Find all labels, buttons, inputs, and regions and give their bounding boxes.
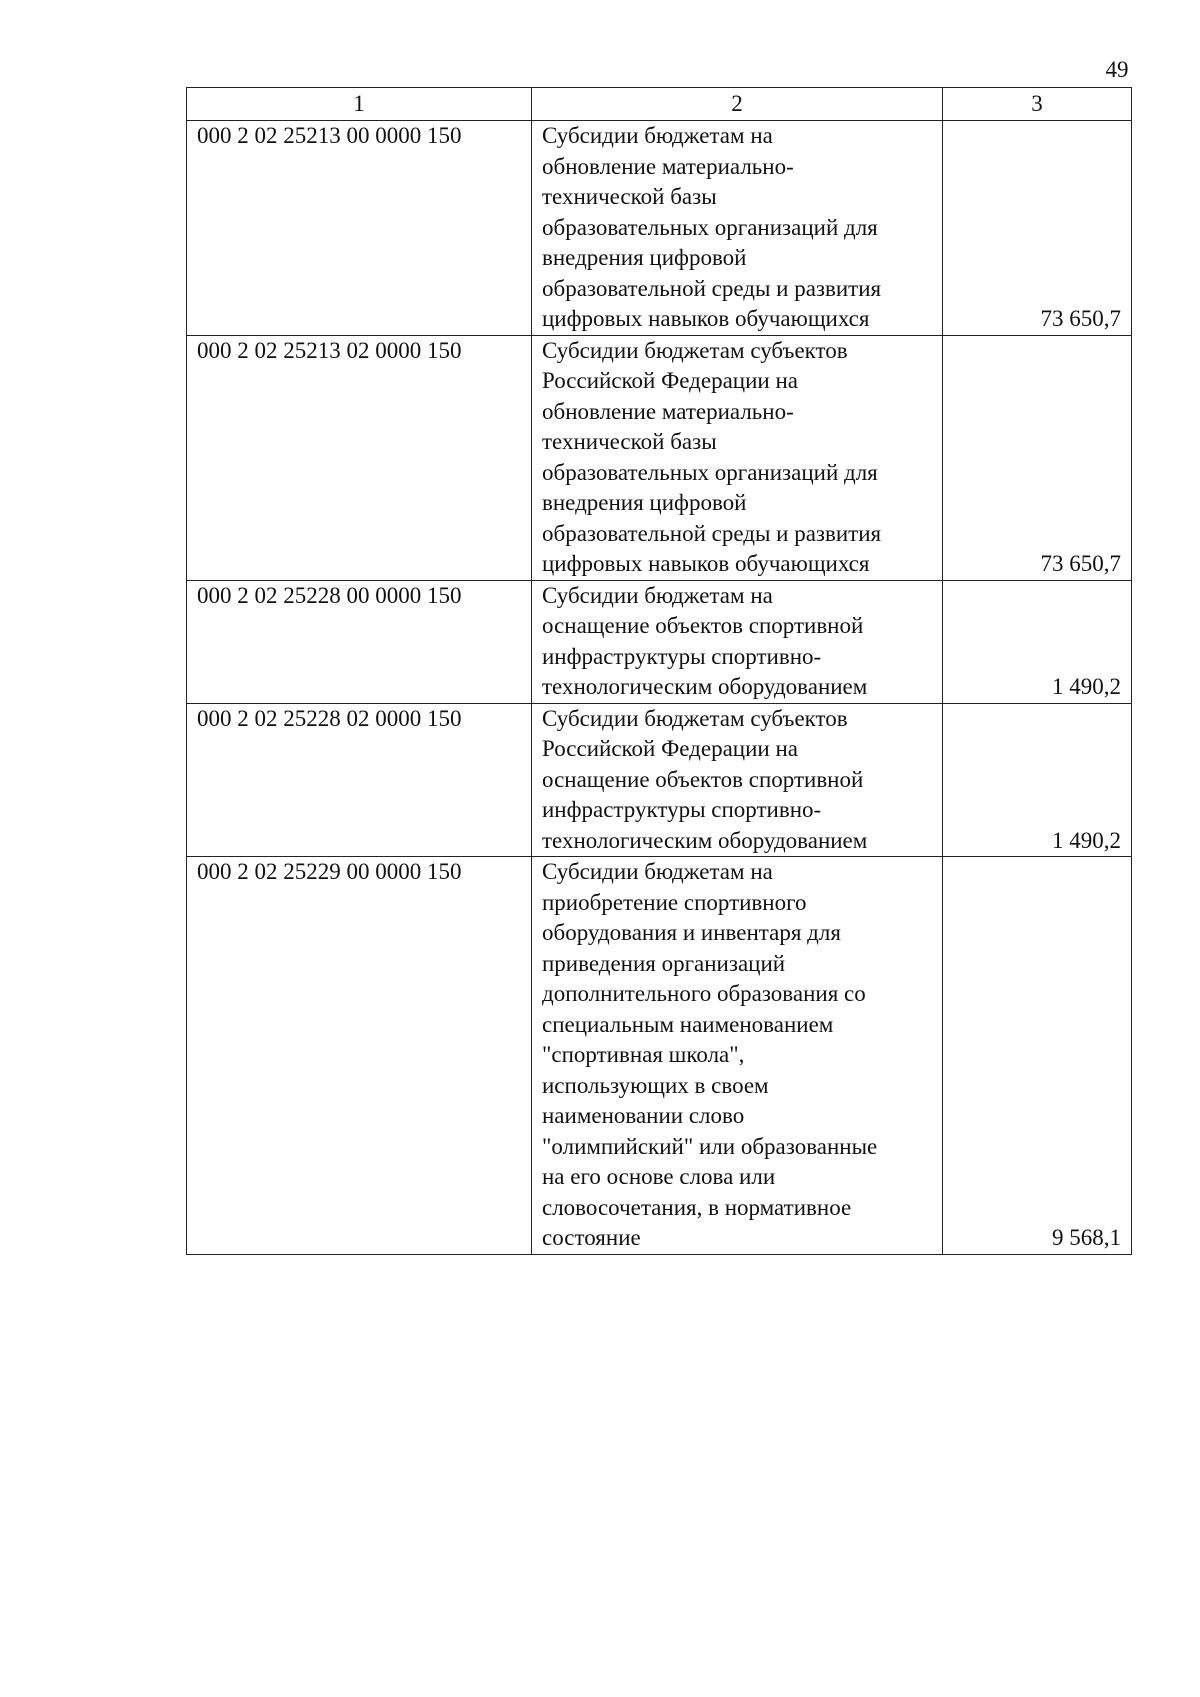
description-line: внедрения цифровой bbox=[542, 490, 747, 515]
description-line: образовательной среды и развития bbox=[542, 275, 882, 301]
description-line: образовательных организаций для bbox=[542, 459, 878, 485]
page-number: 49 bbox=[1105, 57, 1129, 82]
description-line: технологическим оборудованием bbox=[542, 827, 868, 853]
description-line: цифровых навыков обучающихся bbox=[542, 306, 870, 331]
column-header-amount: 3 bbox=[943, 88, 1132, 121]
amount-cell: 9 568,1 bbox=[943, 857, 1132, 1255]
description-line: технологическим оборудованием bbox=[542, 674, 868, 699]
column-header-name: 2 bbox=[532, 88, 943, 121]
amount-cell: 1 490,2 bbox=[943, 580, 1132, 703]
table-row bbox=[187, 703, 1132, 857]
budget-code-cell: 000 2 02 25228 02 0000 150 bbox=[187, 703, 532, 857]
description-cell bbox=[532, 580, 943, 703]
description-line: образовательных организаций для bbox=[542, 214, 878, 240]
description-line: оборудования и инвентаря для bbox=[542, 920, 841, 945]
budget-code-cell: 000 2 02 25229 00 0000 150 bbox=[187, 857, 532, 1255]
description-cell bbox=[532, 335, 943, 580]
description-line: Субсидии бюджетам субъектов bbox=[542, 705, 848, 731]
amount-cell: 1 490,2 bbox=[943, 703, 1132, 857]
column-header-code: 1 bbox=[187, 88, 532, 121]
description-line: дополнительного образования со bbox=[542, 981, 866, 1006]
table-header-row bbox=[187, 88, 1132, 121]
description-line: Субсидии бюджетам на bbox=[542, 123, 773, 148]
description-line: образовательной среды и развития bbox=[542, 520, 882, 546]
description-line: инфраструктуры спортивно- bbox=[542, 797, 822, 822]
description-line: приведения организаций bbox=[542, 950, 786, 976]
description-cell bbox=[532, 857, 943, 1255]
description-line: цифровых навыков обучающихся bbox=[542, 551, 870, 576]
description-line: Субсидии бюджетам субъектов bbox=[542, 337, 848, 363]
description-line: Субсидии бюджетам на bbox=[542, 859, 773, 884]
description-line: приобретение спортивного bbox=[542, 889, 807, 915]
description-line: технической базы bbox=[542, 429, 717, 454]
budget-code-cell: 000 2 02 25213 00 0000 150 bbox=[187, 121, 532, 336]
description-line: "олимпийский" или образованные bbox=[542, 1133, 878, 1159]
description-line: специальным наименованием bbox=[542, 1011, 834, 1037]
amount-cell: 73 650,7 bbox=[943, 335, 1132, 580]
description-line: Российской Федерации на bbox=[542, 368, 798, 393]
description-line: инфраструктуры спортивно- bbox=[542, 643, 822, 669]
description-line: Субсидии бюджетам на bbox=[542, 582, 773, 608]
table-row bbox=[187, 335, 1132, 580]
description-line: использующих в своем bbox=[542, 1072, 769, 1098]
description-line: оснащение объектов спортивной bbox=[542, 613, 864, 638]
description-line: обновление материально- bbox=[542, 153, 794, 179]
description-cell bbox=[532, 703, 943, 857]
description-line: внедрения цифровой bbox=[542, 245, 747, 270]
table-row bbox=[187, 121, 1132, 336]
description-line: обновление материально- bbox=[542, 398, 794, 424]
budget-table bbox=[186, 87, 1132, 1255]
description-cell bbox=[532, 121, 943, 336]
budget-code-cell: 000 2 02 25213 02 0000 150 bbox=[187, 335, 532, 580]
description-line: "спортивная школа", bbox=[542, 1042, 745, 1067]
table-row bbox=[187, 580, 1132, 703]
description-line: словосочетания, в нормативное bbox=[542, 1194, 852, 1220]
description-line: Российской Федерации на bbox=[542, 736, 798, 761]
budget-code-cell: 000 2 02 25228 00 0000 150 bbox=[187, 580, 532, 703]
table-row bbox=[187, 857, 1132, 1255]
table-body bbox=[187, 121, 1132, 1255]
description-line: на его основе слова или bbox=[542, 1164, 776, 1189]
description-line: состояние bbox=[542, 1225, 641, 1250]
description-line: оснащение объектов спортивной bbox=[542, 766, 864, 792]
description-line: технической базы bbox=[542, 184, 717, 209]
description-line: наименовании слово bbox=[542, 1103, 745, 1128]
amount-cell: 73 650,7 bbox=[943, 121, 1132, 336]
